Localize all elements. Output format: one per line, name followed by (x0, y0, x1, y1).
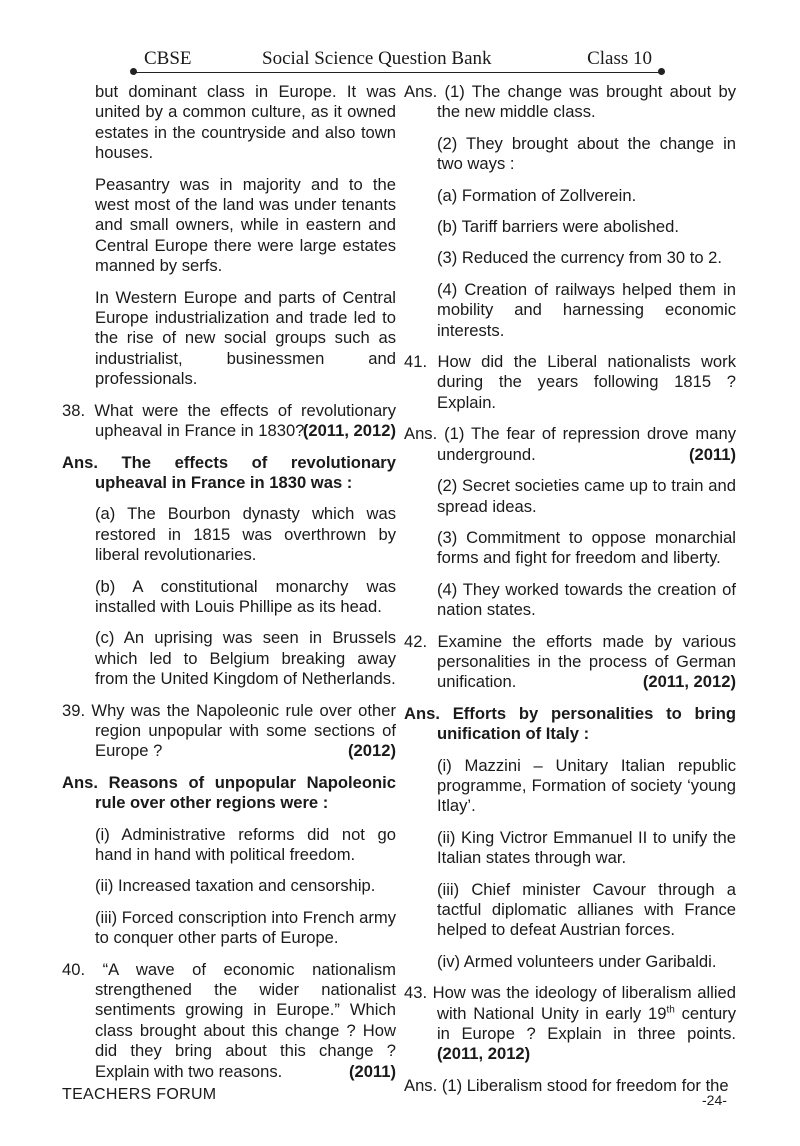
answer-text: Ans. Efforts by personalities to bring unification of Italy : (404, 703, 736, 744)
answer-point: (b) Tariff barriers were abolished. (437, 217, 679, 237)
question-text: 40. “A wave of economic nationalism strengthened the wider nationalist sentiments growing in Europe.” Which class brought about this change ? How did they bring about this change ? Explain with two reasons. (62, 959, 396, 1081)
question (404, 632, 736, 693)
exam-year-reference: (2011, 2012) (642, 672, 736, 692)
ordinal-superscript: th (666, 1004, 675, 1016)
answer-text: Ans. The effects of revolutionary upheaval in France in 1830 was : (62, 452, 396, 492)
answer-heading (404, 424, 736, 465)
answer-text: Ans. (1) The fear of repression drove many underground. (404, 424, 736, 464)
header-board: CBSE (144, 48, 192, 69)
right-column (404, 82, 736, 1107)
question-text: 41. How did the Liberal nationalists work during the years following 1815 ? Explain. (404, 352, 736, 412)
answer-point: (i) Mazzini – Unitary Italian republic programme, Formation of society ‘young Itlay’. (437, 755, 736, 816)
exam-year-reference: (2012) (348, 741, 396, 761)
question-text: 39. Why was the Napoleonic rule over other region unpopular with some sections of Europe ? (62, 700, 396, 761)
answer-point: (2) They brought about the change in two ways : (437, 133, 736, 174)
footer-page-number: -24- (702, 1092, 727, 1108)
answer-point: (ii) King Victror Emmanuel II to unify the Italian states through war. (437, 827, 736, 868)
question (404, 352, 736, 413)
header-rule-dot-right (658, 68, 665, 75)
question (404, 983, 736, 1065)
answer-point: (a) The Bourbon dynasty which was restored in 1815 was overthrown by liberal revolutionaries. (95, 504, 396, 565)
question (62, 960, 396, 1082)
answer-point: (b) A constitutional monarchy was installed with Louis Phillipe as its head. (95, 576, 396, 616)
answer-heading (404, 1076, 736, 1096)
answer-heading (404, 704, 736, 745)
exam-year-reference: (2011) (688, 444, 736, 464)
footer-publisher: TEACHERS FORUM (62, 1086, 217, 1103)
answer-point: In Western Europe and parts of Central Europe industrialization and trade led to the rise of new social groups such as industrialist, businessmen and professionals. (95, 287, 396, 389)
page-header (134, 48, 662, 70)
exam-year-reference: (2011, 2012) (302, 421, 396, 441)
left-column (62, 82, 396, 1093)
answer-heading (62, 453, 396, 494)
exam-year-reference: (2011) (348, 1061, 396, 1081)
exam-year-reference: (2011, 2012) (437, 1044, 531, 1064)
answer-point: (2) Secret societies came up to train and spread ideas. (437, 476, 736, 516)
header-class: Class 10 (587, 48, 652, 69)
question (62, 701, 396, 762)
answer-point: (iv) Armed volunteers under Garibaldi. (437, 951, 717, 971)
answer-point: (ii) Increased taxation and censorship. (95, 876, 376, 896)
continued-paragraph: but dominant class in Europe. It was united by a common culture, as it owned estates in the countryside and also town houses. (95, 82, 396, 163)
answer-point: (a) Formation of Zollverein. (437, 185, 637, 205)
question-text: 42. Examine the efforts made by various personalities in the process of German unification. (404, 631, 736, 692)
question-text-continued: century in Europe ? Explain in three points. (437, 1003, 736, 1044)
header-title: Social Science Question Bank (262, 48, 492, 69)
answer-point: (3) Reduced the currency from 30 to 2. (437, 248, 722, 268)
answer-point: (iii) Forced conscription into French army to conquer other parts of Europe. (95, 907, 396, 948)
header-rule (134, 72, 662, 73)
answer-point: (iii) Chief minister Cavour through a tactful diplomatic allianes with France helped to defeat Austrian forces. (437, 879, 736, 940)
question-text: 38. What were the effects of revolutionary upheaval in France in 1830? (62, 400, 396, 441)
answer-point: Peasantry was in majority and to the west most of the land was under tenants and small owners, while in eastern and Central Europe there were large estates manned by serfs. (95, 174, 396, 276)
answer-heading (404, 82, 736, 123)
question (62, 401, 396, 442)
answer-point: (i) Administrative reforms did not go hand in hand with political freedom. (95, 824, 396, 864)
answer-point: (c) An uprising was seen in Brussels which led to Belgium breaking away from the United Kingdom of Netherlands. (95, 628, 396, 689)
answer-text: Ans. (1) The change was brought about by the new middle class. (404, 82, 736, 122)
answer-point: (4) They worked towards the creation of nation states. (437, 579, 736, 620)
header-rule-dot-left (130, 68, 137, 75)
answer-point: (4) Creation of railways helped them in mobility and harnessing economic interests. (437, 279, 736, 340)
question-text: 43. How was the ideology of liberalism allied with National Unity in early 19 (404, 983, 736, 1023)
answer-heading (62, 773, 396, 814)
answer-text: Ans. Reasons of unpopular Napoleonic rule over other regions were : (62, 772, 396, 813)
answer-text: Ans. (1) Liberalism stood for freedom for the (404, 1075, 729, 1095)
answer-point: (3) Commitment to oppose monarchial forms and fight for freedom and liberty. (437, 527, 736, 568)
